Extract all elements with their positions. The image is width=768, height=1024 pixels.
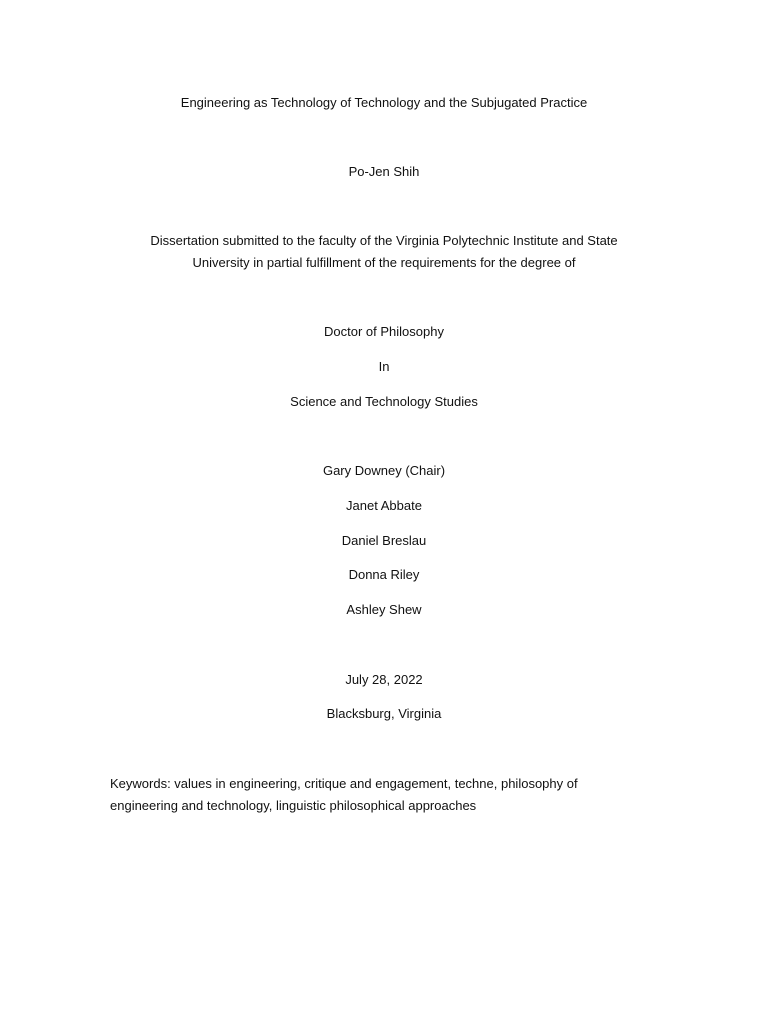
committee-member: Daniel Breslau xyxy=(341,533,427,548)
submission-statement-line-2: University in partial fulfillment of the requirements for the degree of xyxy=(192,255,576,270)
location: Blacksburg, Virginia xyxy=(326,706,442,721)
defense-date: July 28, 2022 xyxy=(345,672,423,687)
degree-name: Doctor of Philosophy xyxy=(324,324,444,339)
committee-member: Donna Riley xyxy=(348,567,420,582)
in-label: In xyxy=(378,359,390,374)
committee-member: Janet Abbate xyxy=(346,498,422,513)
submission-statement-line-1: Dissertation submitted to the faculty of the Virginia Polytechnic Institute and State xyxy=(150,233,618,248)
keywords-line-2: engineering and technology, linguistic philosophical approaches xyxy=(110,798,477,813)
committee-member: Ashley Shew xyxy=(346,602,422,617)
dissertation-title: Engineering as Technology of Technology and the Subjugated Practice xyxy=(180,95,588,110)
field-of-study: Science and Technology Studies xyxy=(290,394,478,409)
committee-member: Gary Downey (Chair) xyxy=(322,463,446,478)
keywords-line-1: Keywords: values in engineering, critique and engagement, techne, philosophy of xyxy=(110,776,578,791)
author-name: Po-Jen Shih xyxy=(348,164,420,179)
